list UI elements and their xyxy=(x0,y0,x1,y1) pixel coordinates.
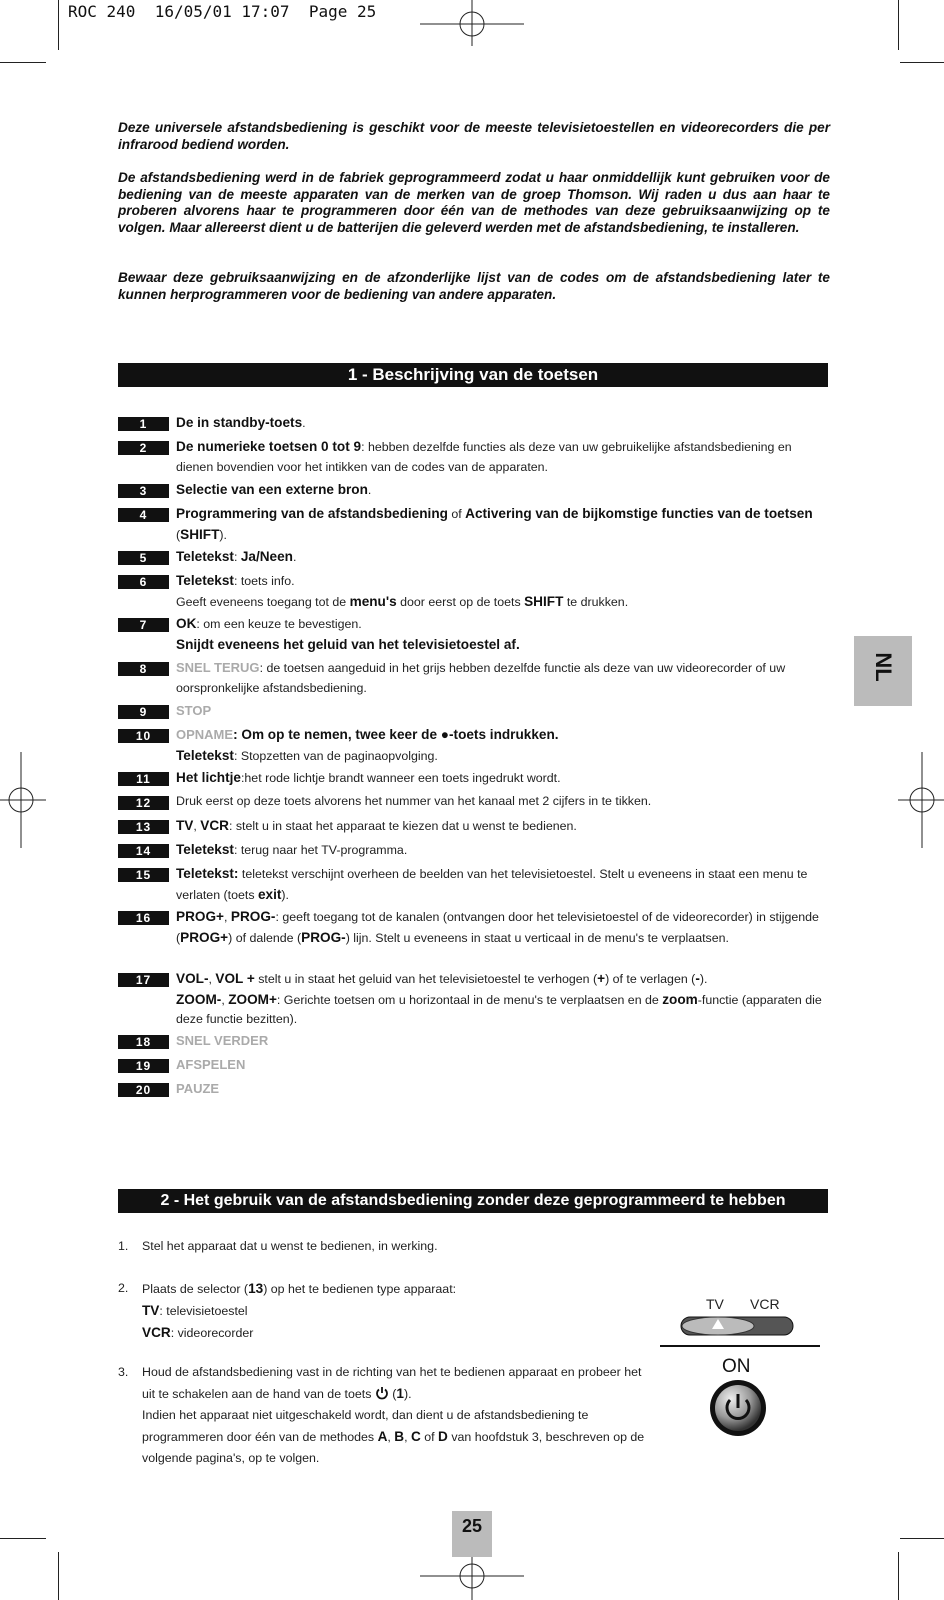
key-number: 16 xyxy=(118,911,169,925)
registration-mark-right xyxy=(898,752,944,848)
crop-mark xyxy=(898,0,899,50)
key-number: 7 xyxy=(118,618,169,632)
key-number: 3 xyxy=(118,484,169,498)
key-number: 18 xyxy=(118,1035,169,1049)
key-number: 14 xyxy=(118,844,169,858)
crop-mark xyxy=(900,62,944,63)
intro-paragraph-3: Bewaar deze gebruiksaanwijzing en de afzonderlijke lijst van de codes om de afstandsbediening later te kunnen herprogrammeren voor de bediening van andere apparaten. xyxy=(118,270,830,302)
power-button-icon xyxy=(708,1378,768,1438)
key-number: 13 xyxy=(118,820,169,834)
key-number: 11 xyxy=(118,772,169,786)
language-tab: NL xyxy=(854,636,912,706)
registration-mark-bottom xyxy=(420,1556,524,1600)
crop-mark xyxy=(0,1538,46,1539)
key-number: 20 xyxy=(118,1083,169,1097)
page-number: 25 xyxy=(452,1511,492,1557)
key-number: 10 xyxy=(118,729,169,743)
registration-mark-top xyxy=(420,0,524,46)
section-1-title: 1 - Beschrijving van de toetsen xyxy=(118,363,828,387)
intro-paragraph-1: Deze universele afstandsbediening is geschikt voor de meeste televisietoestellen en videorecorders die per infrarood bediend worden. xyxy=(118,120,830,152)
key-number: 8 xyxy=(118,662,169,676)
illustration-divider xyxy=(660,1345,820,1347)
selector-label-vcr: VCR xyxy=(750,1296,780,1312)
key-number: 17 xyxy=(118,973,169,987)
key-number: 1 xyxy=(118,417,169,431)
crop-mark xyxy=(900,1538,944,1539)
crop-mark xyxy=(58,0,59,50)
key-number: 2 xyxy=(118,441,169,455)
intro-paragraph-2: De afstandsbediening werd in de fabriek geprogrammeerd zodat u haar onmiddellijk kunt gebruiken voor de bediening van de meeste apparaten van de merken van de groep Thomson. Wij raden u dus aan haar te proberen alvorens haar te programmeren door één van de methodes van deze gebruiksaanwijzing op te volgen. Maar allereerst dient u de batterijen die geleverd werden met de afstandsbediening, te installeren. xyxy=(118,170,830,235)
key-number: 4 xyxy=(118,508,169,522)
crop-mark xyxy=(58,1552,59,1600)
key-number: 9 xyxy=(118,705,169,719)
crop-mark xyxy=(898,1552,899,1600)
section-2-title: 2 - Het gebruik van de afstandsbediening zonder deze geprogrammeerd te hebben xyxy=(118,1189,828,1213)
registration-mark-left xyxy=(0,752,46,848)
print-header: ROC 240 16/05/01 17:07 Page 25 xyxy=(68,2,377,21)
selector-label-tv: TV xyxy=(706,1296,724,1312)
crop-mark xyxy=(0,62,46,63)
key-number: 6 xyxy=(118,575,169,589)
key-number: 19 xyxy=(118,1059,169,1073)
power-label: ON xyxy=(722,1356,751,1377)
key-number: 12 xyxy=(118,796,169,810)
power-icon xyxy=(375,1386,389,1400)
key-number: 15 xyxy=(118,868,169,882)
key-number: 5 xyxy=(118,551,169,565)
tv-vcr-selector-icon xyxy=(680,1314,796,1338)
